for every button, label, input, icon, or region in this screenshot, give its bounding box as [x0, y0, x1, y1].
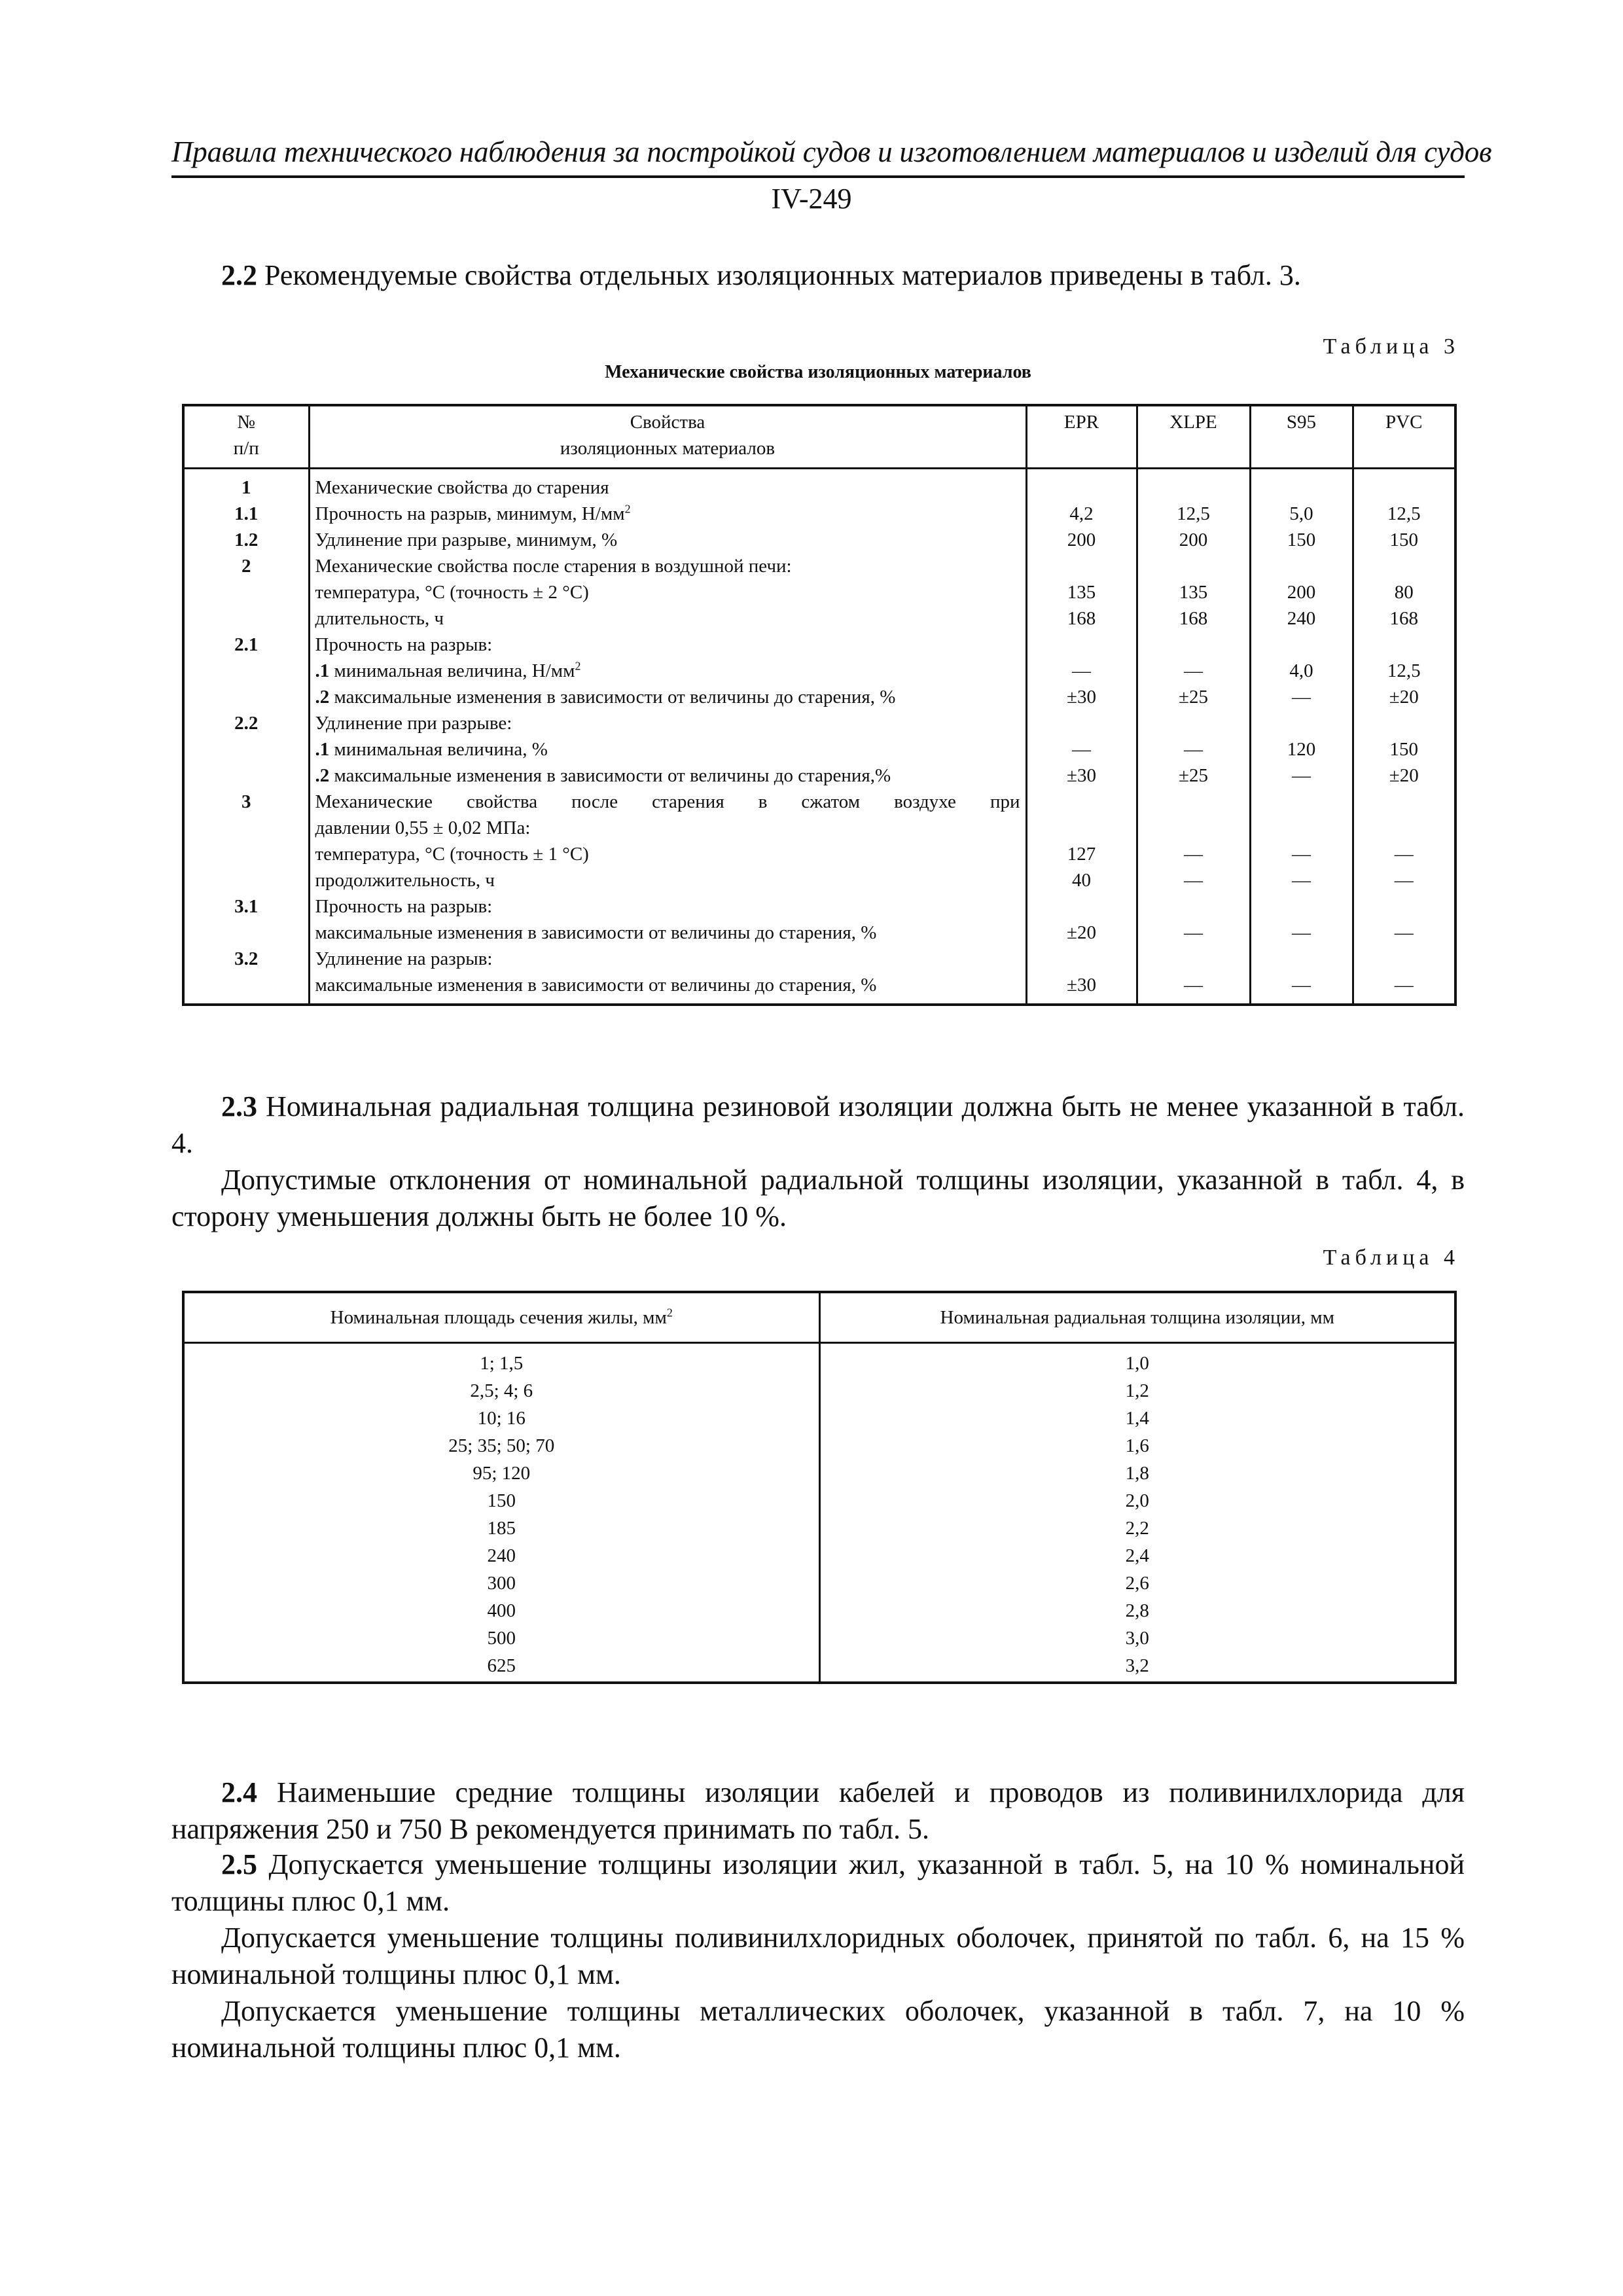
- cell-thickness: 2,8: [819, 1597, 1455, 1624]
- table-row: [183, 736, 1455, 762]
- row-num: 2.2: [234, 712, 259, 734]
- row-property: температура, °C (точность ± 1 °C): [309, 841, 1026, 867]
- cell-epr: 40: [1026, 867, 1137, 893]
- cell-epr: 4,2: [1026, 501, 1137, 527]
- row-property: [309, 501, 1026, 527]
- cell-xlpe: —: [1137, 920, 1250, 946]
- row-property: [309, 762, 1026, 789]
- table3: [182, 404, 1457, 1006]
- row-num: 3.2: [234, 948, 259, 969]
- cell-epr: —: [1026, 658, 1137, 684]
- paragraph-2-3-tolerance: Допустимые отклонения от номинальной радиальной толщины изоляции, указанной в табл. 4, в сторону уменьшения должны быть не более 10 %.: [171, 1164, 1465, 1232]
- row-property: давлении 0,55 ± 0,02 МПа:: [309, 815, 1026, 841]
- header-properties: [309, 405, 1026, 468]
- cell-epr: [1026, 789, 1137, 815]
- cell-s95: —: [1250, 972, 1353, 1005]
- cell-s95: —: [1250, 841, 1353, 867]
- paragraph-2-2: [171, 257, 1465, 294]
- table-row: [183, 658, 1455, 684]
- cell-thickness: 3,0: [819, 1624, 1455, 1652]
- cell-area: 2,5; 4; 6: [470, 1380, 533, 1401]
- table-row: [183, 684, 1455, 710]
- cell-pvc: —: [1353, 867, 1455, 893]
- cell-s95: 4,0: [1250, 658, 1353, 684]
- cell-xlpe: [1137, 946, 1250, 972]
- cell-xlpe: —: [1137, 841, 1250, 867]
- table-row: [183, 1432, 1455, 1460]
- cell-area: 240: [487, 1545, 516, 1566]
- table-row: [183, 815, 1455, 841]
- cell-area: 185: [487, 1518, 516, 1539]
- row-property: [309, 658, 1026, 684]
- cell-pvc: 12,5: [1353, 658, 1455, 684]
- row-property: максимальные изменения в зависимости от величины до старения, %: [309, 920, 1026, 946]
- table-row: [183, 527, 1455, 553]
- cell-xlpe: [1137, 553, 1250, 579]
- table-row: [183, 1487, 1455, 1515]
- row-property: Удлинение при разрыве:: [309, 710, 1026, 736]
- table-row: [183, 579, 1455, 605]
- cell-thickness: 2,0: [819, 1487, 1455, 1515]
- header-num: [183, 405, 309, 468]
- row-num: 2.1: [234, 634, 259, 655]
- cell-thickness: 2,2: [819, 1515, 1455, 1542]
- paragraph-text: Номинальная радиальная толщина резиновой изоляции должна быть не менее указанной в табл. 4.: [171, 1090, 1465, 1159]
- cell-text: п/п: [233, 438, 259, 459]
- row-num: [183, 658, 309, 684]
- row-property: Удлинение при разрыве, минимум, %: [309, 527, 1026, 553]
- cell-text: Номинальная площадь сечения жилы, мм: [330, 1306, 667, 1328]
- cell-s95: 200: [1250, 579, 1353, 605]
- cell-xlpe: —: [1137, 736, 1250, 762]
- cell-s95: —: [1250, 684, 1353, 710]
- paragraph-number: 2.2: [221, 259, 257, 291]
- table-row: [183, 1515, 1455, 1542]
- cell-xlpe: 168: [1137, 605, 1250, 632]
- row-property: [309, 684, 1026, 710]
- table-row: [183, 789, 1455, 815]
- row-num: [183, 920, 309, 946]
- cell-epr: ±30: [1026, 972, 1137, 1005]
- cell-pvc: ±20: [1353, 762, 1455, 789]
- cell-s95: 5,0: [1250, 501, 1353, 527]
- cell-text: максимальные изменения в зависимости от величины до старения,%: [329, 764, 891, 786]
- cell-text: 2: [624, 501, 631, 515]
- cell-epr: ±30: [1026, 684, 1137, 710]
- cell-text: 2: [666, 1305, 673, 1319]
- cell-xlpe: [1137, 710, 1250, 736]
- cell-pvc: ±20: [1353, 684, 1455, 710]
- table-row: [183, 501, 1455, 527]
- cell-epr: [1026, 893, 1137, 920]
- cell-s95: —: [1250, 920, 1353, 946]
- table3-header-row: [183, 405, 1455, 468]
- cell-pvc: 12,5: [1353, 501, 1455, 527]
- cell-xlpe: [1137, 789, 1250, 815]
- cell-epr: 135: [1026, 579, 1137, 605]
- cell-xlpe: [1137, 815, 1250, 841]
- cell-xlpe: [1137, 468, 1250, 501]
- cell-area: 150: [487, 1490, 516, 1511]
- cell-area: 1; 1,5: [480, 1353, 524, 1374]
- table-row: [183, 946, 1455, 972]
- row-num: 2: [241, 555, 251, 577]
- header-epr: EPR: [1026, 405, 1137, 468]
- cell-s95: [1250, 632, 1353, 658]
- cell-xlpe: 12,5: [1137, 501, 1250, 527]
- table-row: [183, 893, 1455, 920]
- cell-epr: ±20: [1026, 920, 1137, 946]
- cell-xlpe: —: [1137, 658, 1250, 684]
- cell-thickness: 1,6: [819, 1432, 1455, 1460]
- cell-xlpe: [1137, 893, 1250, 920]
- cell-text: минимальная величина, Н/мм: [329, 660, 575, 681]
- table-row: [183, 972, 1455, 1005]
- cell-xlpe: —: [1137, 972, 1250, 1005]
- cell-pvc: 80: [1353, 579, 1455, 605]
- table-row: [183, 920, 1455, 946]
- cell-text: изоляционных материалов: [560, 438, 776, 459]
- header-xlpe: XLPE: [1137, 405, 1250, 468]
- cell-text: Прочность на разрыв, минимум, Н/мм: [315, 503, 625, 524]
- cell-text: .2: [315, 686, 330, 708]
- table-row: [183, 1377, 1455, 1405]
- row-property: температура, °C (точность ± 2 °C): [309, 579, 1026, 605]
- table4-header-row: [183, 1292, 1455, 1343]
- cell-epr: 200: [1026, 527, 1137, 553]
- header-area: [183, 1292, 819, 1343]
- paragraph-2-4: [171, 1774, 1465, 1848]
- cell-text: максимальные изменения в зависимости от величины до старения, %: [329, 686, 896, 708]
- cell-xlpe: ±25: [1137, 684, 1250, 710]
- cell-pvc: [1353, 946, 1455, 972]
- cell-text: .2: [315, 764, 330, 786]
- row-property: Удлинение на разрыв:: [309, 946, 1026, 972]
- paragraph-text: Допускается уменьшение толщины изоляции жил, указанной в табл. 5, на 10 % номинальной толщины плюс 0,1 мм.: [171, 1848, 1465, 1917]
- row-property: продолжительность, ч: [309, 867, 1026, 893]
- table-row: [183, 762, 1455, 789]
- table-row: [183, 1405, 1455, 1432]
- cell-xlpe: 135: [1137, 579, 1250, 605]
- row-num: 3.1: [234, 895, 259, 917]
- table-row: [183, 1542, 1455, 1570]
- table-row: [183, 1652, 1455, 1683]
- document-header-title: Правила технического наблюдения за постройкой судов и изготовлением материалов и изделий для судов: [171, 135, 1492, 168]
- cell-text: Свойства: [630, 412, 705, 433]
- cell-s95: [1250, 553, 1353, 579]
- paragraph-text: Наименьшие средние толщины изоляции кабелей и проводов из поливинилхлорида для напряжения 250 и 750 В рекомендуется принимать по табл. 5.: [171, 1776, 1465, 1845]
- cell-area: 300: [487, 1573, 516, 1594]
- row-property: Механические свойства после старения в сжатом воздухе при: [309, 789, 1026, 815]
- cell-s95: 150: [1250, 527, 1353, 553]
- row-num: [183, 972, 309, 1005]
- row-num: 1.2: [234, 529, 259, 550]
- cell-s95: [1250, 893, 1353, 920]
- row-num: [183, 841, 309, 867]
- cell-area: 500: [487, 1628, 516, 1649]
- table-row: [183, 1460, 1455, 1487]
- cell-s95: [1250, 789, 1353, 815]
- cell-xlpe: [1137, 632, 1250, 658]
- row-property: Прочность на разрыв:: [309, 893, 1026, 920]
- row-num: 1.1: [234, 503, 259, 524]
- cell-pvc: [1353, 553, 1455, 579]
- cell-s95: [1250, 815, 1353, 841]
- table4: [182, 1291, 1457, 1684]
- cell-epr: —: [1026, 736, 1137, 762]
- cell-epr: [1026, 815, 1137, 841]
- row-property: максимальные изменения в зависимости от величины до старения, %: [309, 972, 1026, 1005]
- paragraph-number: 2.3: [221, 1090, 257, 1122]
- cell-s95: [1250, 468, 1353, 501]
- cell-epr: [1026, 468, 1137, 501]
- cell-epr: [1026, 710, 1137, 736]
- header-s95: S95: [1250, 405, 1353, 468]
- table-row: [183, 1343, 1455, 1378]
- row-property: Механические свойства после старения в воздушной печи:: [309, 553, 1026, 579]
- cell-epr: ±30: [1026, 762, 1137, 789]
- table-row: [183, 468, 1455, 501]
- cell-s95: [1250, 946, 1353, 972]
- cell-thickness: 2,6: [819, 1570, 1455, 1597]
- cell-pvc: 168: [1353, 605, 1455, 632]
- cell-pvc: [1353, 815, 1455, 841]
- cell-area: 95; 120: [473, 1463, 531, 1484]
- cell-text: .1: [315, 738, 330, 760]
- table-row: [183, 1597, 1455, 1624]
- row-num: [183, 579, 309, 605]
- row-num: 3: [241, 791, 251, 812]
- table4-label: Таблица 4: [1323, 1246, 1459, 1270]
- row-num: 1: [241, 476, 251, 498]
- header-pvc: PVC: [1353, 405, 1455, 468]
- table3-label: Таблица 3: [1323, 334, 1459, 359]
- paragraph-number: 2.4: [221, 1776, 257, 1808]
- header-thickness: Номинальная радиальная толщина изоляции, мм: [819, 1292, 1455, 1343]
- cell-thickness: 2,4: [819, 1542, 1455, 1570]
- paragraph-text: Рекомендуемые свойства отдельных изоляционных материалов приведены в табл. 3.: [257, 259, 1301, 291]
- cell-pvc: 150: [1353, 527, 1455, 553]
- cell-xlpe: ±25: [1137, 762, 1250, 789]
- table3-caption: Механические свойства изоляционных материалов: [605, 362, 1031, 382]
- cell-pvc: —: [1353, 841, 1455, 867]
- row-num: [183, 684, 309, 710]
- cell-thickness: 1,8: [819, 1460, 1455, 1487]
- cell-thickness: 3,2: [819, 1652, 1455, 1683]
- row-num: [183, 815, 309, 841]
- cell-epr: [1026, 946, 1137, 972]
- row-property: длительность, ч: [309, 605, 1026, 632]
- row-property: Механические свойства до старения: [309, 468, 1026, 501]
- cell-area: 400: [487, 1600, 516, 1621]
- row-num: [183, 762, 309, 789]
- cell-s95: —: [1250, 867, 1353, 893]
- paragraph-2-5-pvc-sheath: Допускается уменьшение толщины поливинилхлоридных оболочек, принятой по табл. 6, на 15 % номинальной толщины плюс 0,1 мм.: [171, 1922, 1465, 1990]
- cell-pvc: [1353, 632, 1455, 658]
- row-num: [183, 736, 309, 762]
- cell-s95: [1250, 710, 1353, 736]
- cell-pvc: —: [1353, 972, 1455, 1005]
- row-num: [183, 605, 309, 632]
- cell-pvc: [1353, 789, 1455, 815]
- cell-xlpe: —: [1137, 867, 1250, 893]
- paragraph-2-3: [171, 1088, 1465, 1162]
- table-row: [183, 632, 1455, 658]
- header-rule: [171, 175, 1465, 178]
- cell-area: 25; 35; 50; 70: [448, 1435, 555, 1456]
- cell-s95: —: [1250, 762, 1353, 789]
- table-row: [183, 1570, 1455, 1597]
- cell-area: 10; 16: [477, 1408, 526, 1429]
- cell-s95: 240: [1250, 605, 1353, 632]
- cell-text: №: [237, 412, 256, 433]
- paragraph-2-5: [171, 1846, 1465, 1920]
- paragraph-2-5-metal-sheath: Допускается уменьшение толщины металлических оболочек, указанной в табл. 7, на 10 % номинальной толщины плюс 0,1 мм.: [171, 1995, 1465, 2064]
- cell-pvc: [1353, 468, 1455, 501]
- table-row: [183, 605, 1455, 632]
- row-property: Прочность на разрыв:: [309, 632, 1026, 658]
- paragraph-number: 2.5: [221, 1848, 257, 1880]
- cell-epr: [1026, 553, 1137, 579]
- cell-xlpe: 200: [1137, 527, 1250, 553]
- cell-epr: [1026, 632, 1137, 658]
- cell-epr: 127: [1026, 841, 1137, 867]
- table-row: [183, 553, 1455, 579]
- cell-thickness: 1,2: [819, 1377, 1455, 1405]
- cell-pvc: [1353, 710, 1455, 736]
- table-row: [183, 1624, 1455, 1652]
- page-number: IV-249: [771, 183, 852, 215]
- cell-thickness: 1,4: [819, 1405, 1455, 1432]
- row-num: [183, 867, 309, 893]
- row-property: [309, 736, 1026, 762]
- table-row: [183, 710, 1455, 736]
- cell-pvc: [1353, 893, 1455, 920]
- cell-pvc: 150: [1353, 736, 1455, 762]
- cell-text: минимальная величина, %: [329, 738, 548, 760]
- cell-epr: 168: [1026, 605, 1137, 632]
- cell-pvc: —: [1353, 920, 1455, 946]
- cell-s95: 120: [1250, 736, 1353, 762]
- cell-thickness: 1,0: [819, 1343, 1455, 1378]
- cell-text: .1: [315, 660, 330, 681]
- cell-text: 2: [575, 658, 581, 672]
- table-row: [183, 867, 1455, 893]
- cell-area: 625: [487, 1655, 516, 1676]
- table-row: [183, 841, 1455, 867]
